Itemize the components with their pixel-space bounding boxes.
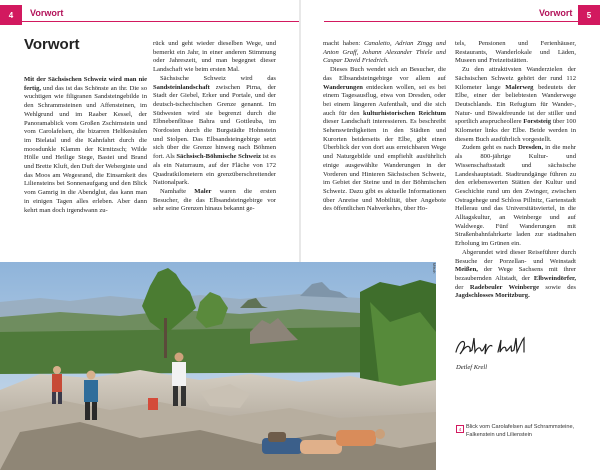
header-rule-right	[324, 21, 578, 22]
signature-name: Detlef Krell	[456, 364, 488, 371]
intro-text: und das ist das Schönste an ihr. Die so wuchtigen wie filigranen Sandsteingebilde in den Schrammsteinen und Affensteinen, im Wehlgrund und im Raaber Kessel, der Panoramablick vom Großen Zschirnstein und vom Carolafelsen, die bizarren Helikesäulen im Bielatal und die Kahnfahrt durch die moosdunkle Klamm der Kirnitzsch; Wilde Hölle und Heilige Stege, Bastei und Brand und Brette Kluft, den Duft der Weberginte und das Moos am Wegesrand, die Einsamkeit des Liliensteins bei Sonnenaufgang und den Blick vom Gamrig in die Abendglut, das kann man in einigen Tagen alles erleben. Aber dann kehrt man doch irgendwann zu-	[24, 84, 148, 214]
paragraph: tels, Pensionen und Ferienhäuser, Restaurants, Wanderlokale und Läden, Museen und Freizeitstätten.	[455, 40, 576, 65]
paragraph: Zu den attraktivsten Wanderzielen der Sächsischen Schweiz gehört der rund 112 Kilometer lange Malerweg bedeutets der Elbe, einer der beliebtesten Wanderwege Deutschlands. Ein Refugium für Wander-, Natur- und Biwakfreunde ist der stiller und sportlich ansprucheollere Forststeig über 100 Kilometer links der Elbe. Beide werden in diesem Buch ausführlich vorgestellt.	[455, 66, 576, 143]
intro-bold: Mit der Sächsischen Schweiz wird man nie fertig,	[24, 76, 147, 92]
caption-number: 4	[456, 425, 464, 433]
paragraph: Namhafte Maler waren die ersten Besucher, die das Elbsandsteingebirge vor sehr seine Grenzen hinaus bekannt ge-	[153, 187, 276, 213]
paragraph: Dieses Buch wendet sich an Besucher, die das Elbsandsteingebirge vor allem auf Wanderungen entdecken wollen, sei es bei einem Tagesausflug, etwa von Dresden, oder bei einem längeren Aufenthalt, und die sich auch für den kulturhistorischen Reichtum dieser Landschaft interessieren. Es beschreibt Sehenswürdigkeiten in den Städten und Kurorten beiderseits der Elbe, gibt einen Überblick der von dort aus erreichbaren Wege und Naturgebilde und empfiehlt ausführlich einige ausgewählte Wanderungen in der Vorderen und Hinteren Sächsischen Schweiz, im Gebiet der Steine und in der Böhmischen Schweiz. Dazu gibt es aktuelle Informationen über Anreise und Mobilität, über Angebote des öffentlichen Nahverkehrs, über Ho-	[323, 66, 446, 213]
paragraph: Zudem geht es nach Dresden, in die mehr als 800-jährige Kultur- und Wissenschaftsstadt und sächsische Landeshauptstadt. Stadtrundgänge führen zu den erlebenswerten Stätten der Kultur und Geschichte rund um den Zwinger, zwischen Ostragehege und Schloss Pillnitz, Gartenstadt Hellerau und das Universitätsviertel, in die Alltagskultur, an Weinberge und auf Waldwege. Fünf Wanderungen mit Straßenbahnfahrkarte laden zur stadtnahen Erholung im Grünen ein.	[455, 144, 576, 248]
paragraph: rück und geht wieder dieselben Wege, und bemerkt ein Jahr, in einer anderen Stimmung oder Jahreszeit, und man begegnet dieser Landschaft wie beim ersten Mal.	[153, 40, 276, 74]
page-number-left: 4	[0, 5, 22, 25]
handwritten-signature	[454, 334, 534, 360]
photo-caption: Blick vom Carolafelsen auf Schrammsteine, Falkenstein und Lilienstein	[466, 424, 575, 438]
text-column-3: macht haben: Canaletto, Adrian Zingg und Anton Graff, Johann Alexander Thiele und Caspar David Friedrich. Dieses Buch wendet sich an Besucher, die das Elbsandsteingebirge vor allem auf Wanderungen entdecken wollen, sei es bei einem Tagesausflug, etwa von Dresden, oder bei einem längeren Aufenthalt, und die sich auch für den kulturhistorischen Reichtum dieser Landschaft interessieren. Es beschreibt Sehenswürdigkeiten in den Städten und Kurorten beiderseits der Elbe, gibt einen Überblick der von dort aus erreichbaren Wege und Naturgebilde und empfiehlt ausführlich einige ausgewählte Wanderungen in der Vorderen und Hinteren Sächsischen Schweiz, im Gebiet der Steine und in der Böhmischen Schweiz. Dazu gibt es aktuelle Informationen über Anreise und Mobilität, über Angebote des öffentlichen Nahverkehrs, über Ho-	[323, 40, 446, 213]
paragraph: Sächsische Schweiz wird das Sandsteinlandschaft zwischen Pirna, der Stadt der Giebel, Erker und Portale, und der deutsch-tschechischen Grenze genannt. Im Südwesten wird sie begrenzt durch die Elbnebenflüsse Bahra und Gottleuba, im Nordosten durch die Burgstädte Hohnstein und Stolpen. Das Elbsandsteingebirge setzt sich über die Grenze hinweg nach Böhmen fort. Als Sächsisch-Böhmische Schweiz ist es als ein Naturraum, auf der Fläche von 172 Quadratkilometern ein grenzüberschreitender Nationalpark.	[153, 74, 276, 187]
paragraph: Abgerundet wird dieser Reiseführer durch Besuche der Porzellan- und Weinstadt Meißen, der Wege Sachsens mit ihrer bezaubernden Altstadt, der Elbweindörfer, der Radebeuler Weinberge sowie des Jagdschlosses Moritzburg.	[455, 248, 576, 300]
running-header-right: Vorwort	[539, 8, 573, 18]
photo-credit: Mitsch	[432, 263, 436, 274]
header-rule-left	[22, 21, 299, 22]
landscape-photo	[0, 262, 436, 470]
text-column-4	[455, 40, 576, 301]
chapter-title: Vorwort	[24, 36, 80, 53]
text-column-1	[24, 76, 147, 215]
running-header-left: Vorwort	[30, 8, 64, 18]
page-number-right: 5	[578, 5, 600, 25]
text-column-2	[153, 40, 276, 214]
